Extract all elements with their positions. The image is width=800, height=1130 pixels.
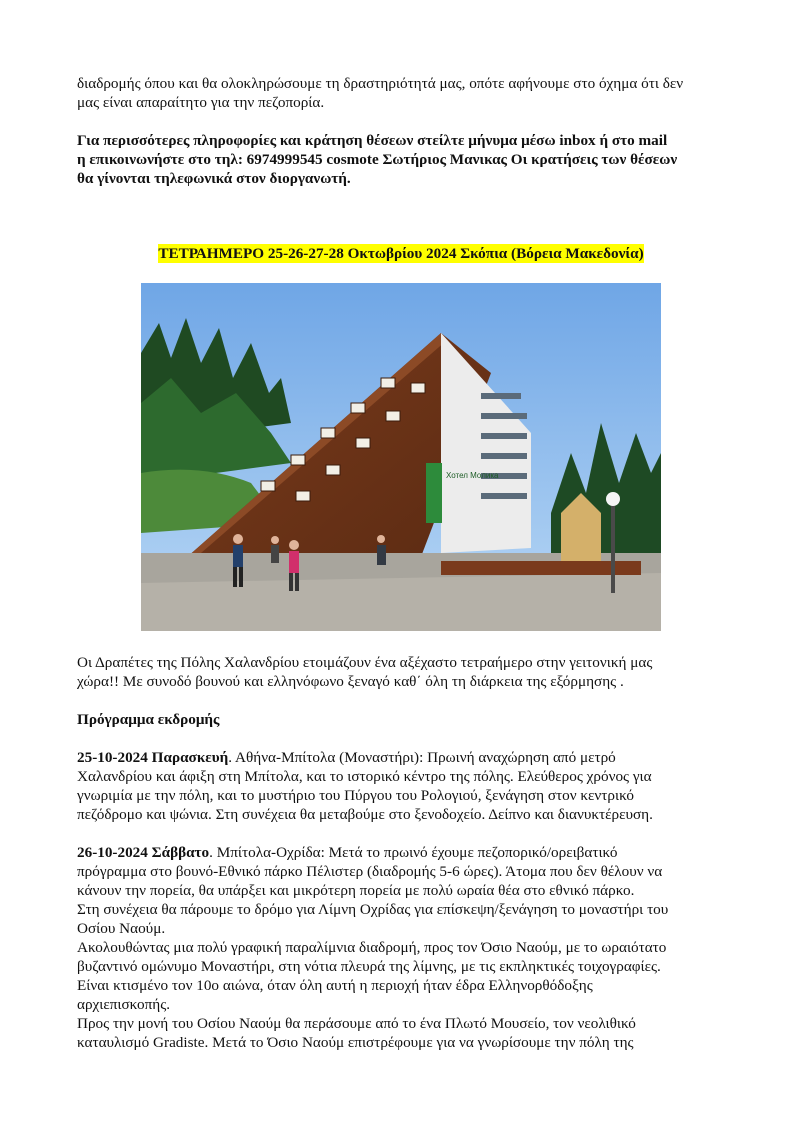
day1-text: . Αθήνα-Μπίτολα (Μοναστήρι): Πρωινή αναχώρηση από μετρό	[228, 749, 616, 766]
text-line: καταυλισμό Gradiste. Μετά το Όσιο Ναούμ επιστρέφουμε για να γνωρίσουμε την πόλη της	[77, 1034, 634, 1051]
text-line: πεζόδρομο και ψώνια. Στη συνέχεια θα μεταβούμε στο ξενοδοχείο. Δείπνο και διανυκτέρευση.	[77, 806, 653, 823]
text-line: πρόγραμμα στο βουνό-Εθνικό πάρκο Πέλιστερ (διαδρομής 5-6 ώρες). Άτομα που δεν θέλουν να	[77, 863, 663, 880]
text-line: βυζαντινό ομώνυμο Μοναστήρι, στη νότια πλευρά της λίμνης, με τις εκπληκτικές τοιχογραφίες.	[77, 958, 661, 975]
hotel-sign-text: Хотел Молика	[446, 471, 499, 480]
text-line: κάνουν την πορεία, θα υπάρξει και μικρότερη πορεία με πολύ ωραία θέα στο εθνικό πάρκο.	[77, 882, 635, 899]
day1-date: 25-10-2024 Παρασκευή	[77, 749, 229, 766]
text-line: Στη συνέχεια θα πάρουμε το δρόμο για Λίμνη Οχρίδας για επίσκεψη/ξενάγηση το μοναστήρι του	[77, 901, 669, 918]
program-heading: Πρόγραμμα εκδρομής	[77, 711, 220, 728]
document-page	[77, 74, 725, 1052]
text-line: γνωριμία με την πόλη, και το μυστήριο του Πύργου του Ρολογιού, ξενάγηση στον κεντρικό	[77, 787, 634, 804]
text-line: Είναι κτισμένο τον 10ο αιώνα, όταν όλη αυτή η περιοχή ήταν έδρα Ελληνορθόδοξης	[77, 977, 593, 994]
contact-paragraph	[77, 131, 725, 188]
day2-date: 26-10-2024 Σάββατο	[77, 844, 210, 861]
intro-paragraph	[77, 74, 725, 112]
trip-title: ΤΕΤΡΑΗΜΕΡΟ 25-26-27-28 Οκτωβρίου 2024 Σκόπια (Βόρεια Μακεδονία)	[158, 245, 644, 262]
text-line	[77, 748, 725, 767]
text-line: Οι Δραπέτες της Πόλης Χαλανδρίου ετοιμάζουν ένα αξέχαστο τετραήμερο στην γειτονική μας	[77, 654, 653, 671]
hotel-photo	[141, 283, 661, 631]
text-line	[77, 843, 725, 862]
text-line: χώρα!! Με συνοδό βουνού και ελληνόφωνο ξεναγό καθ΄ όλη τη διάρκεια της εξόρμησης .	[77, 673, 624, 690]
text-line: θα γίνονται τηλεφωνικά στον διοργανωτή.	[77, 170, 351, 187]
text-line: αρχιεπισκοπής.	[77, 996, 171, 1013]
text-line: Για περισσότερες πληροφορίες και κράτηση θέσεων στείλτε μήνυμα μέσω inbox ή στο mail	[77, 132, 668, 149]
text-line: Οσίου Ναούμ.	[77, 920, 166, 937]
text-line: Προς την μονή του Οσίου Ναούμ θα περάσουμε από το ένα Πλωτό Μουσείο, τον νεολιθικό	[77, 1015, 636, 1032]
text-line: διαδρομής όπου και θα ολοκληρώσουμε τη δραστηριότητά μας, οπότε αφήνουμε στο όχημα ότι δεν	[77, 75, 684, 92]
day2-text: . Μπίτολα-Οχρίδα: Μετά το πρωινό έχουμε πεζοπορικό/ορειβατικό	[209, 844, 618, 861]
text-line: Ακολουθώντας μια πολύ γραφική παραλίμνια διαδρομή, προς τον Όσιο Ναούμ, με το ωραιότατο	[77, 939, 667, 956]
day1-paragraph	[77, 748, 725, 824]
text-line: Χαλανδρίου και άφιξη στη Μπίτολα, και το ιστορικό κέντρο της πόλης. Ελεύθερος χρόνος για	[77, 768, 652, 785]
trip-title-line	[77, 244, 725, 263]
text-line: μας είναι απαραίτητο για την πεζοπορία.	[77, 94, 325, 111]
summary-paragraph	[77, 653, 725, 691]
text-line: η επικοινωνήστε στο τηλ: 6974999545 cosmote Σωτήριος Μανικας Οι κρατήσεις των θέσεων	[77, 151, 678, 168]
day2-paragraph	[77, 843, 725, 1052]
